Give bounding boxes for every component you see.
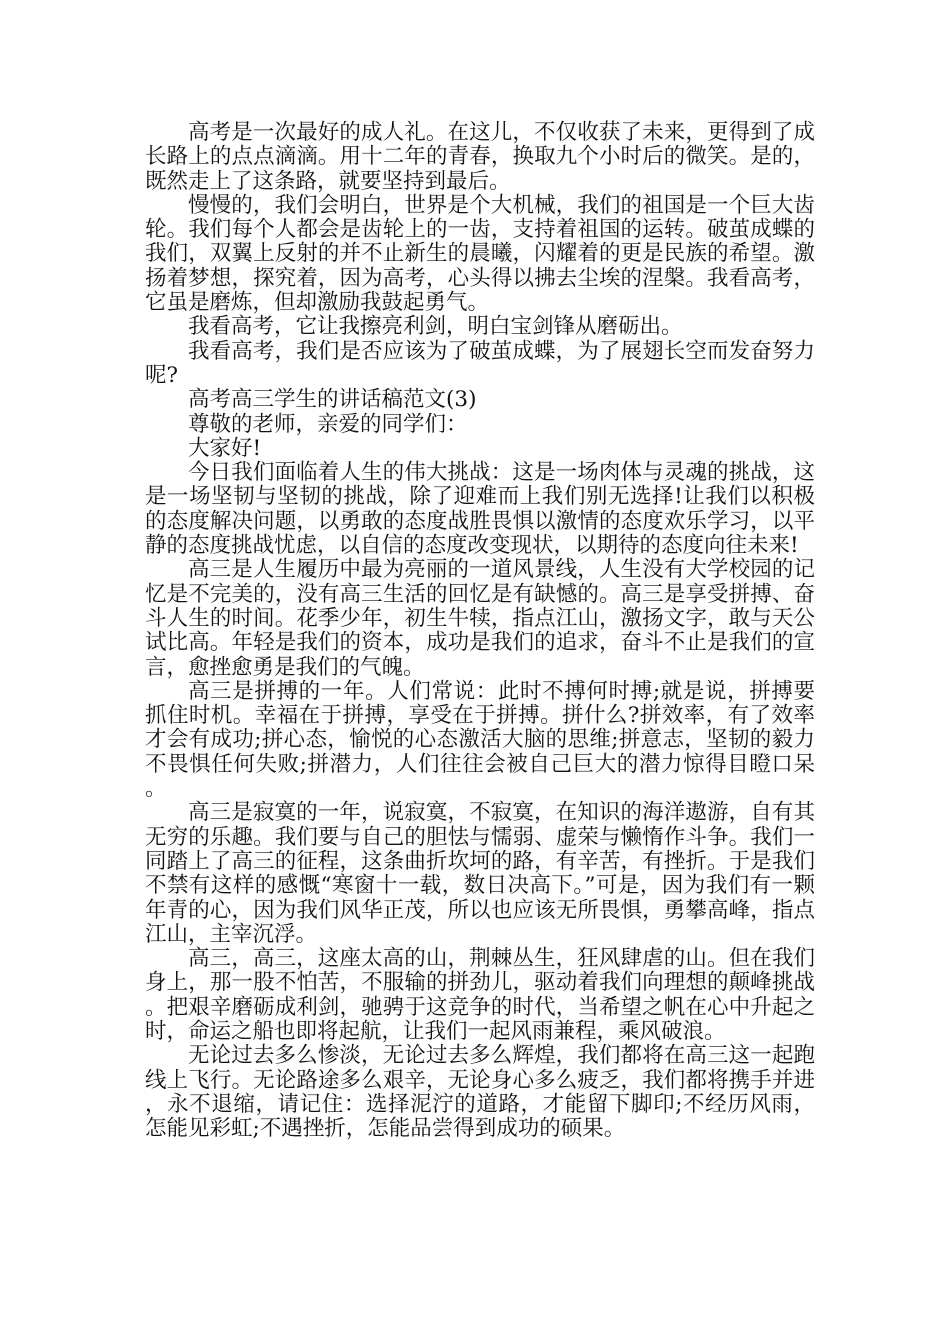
paragraph-8: 今日我们面临着人生的伟大挑战：这是一场肉体与灵魂的挑战，这是一场坚韧与坚韧的挑战，除了迎难而上我们别无选择!让我们以积极的态度解决问题，以勇敢的态度战胜畏惧以激情的态度欢乐学习，以平静的态度挑战忧虑，以自信的态度改变现状，以期待的态度向往未来!	[145, 460, 815, 559]
paragraph-10: 高三是拼搏的一年。人们常说：此时不搏何时搏;就是说，拼搏要抓住时机。幸福在于拼搏，享受在于拼搏。拼什么?拼效率，有了效率才会有成功;拼心态，愉悦的心态激活大脑的思维;拼意志，坚韧的毅力不畏惧任何失败;拼潜力，人们往往会被自己巨大的潜力惊得目瞪口呆。	[145, 678, 815, 802]
paragraph-11: 高三是寂寞的一年，说寂寞，不寂寞，在知识的海洋遨游，自有其无穷的乐趣。我们要与自己的胆怯与懦弱、虚荣与懒惰作斗争。我们一同踏上了高三的征程，这条曲折坎坷的路，有辛苦，有挫折。于是我们不禁有这样的感慨“寒窗十一载，数日决高下。”可是，因为我们有一颗年青的心，因为我们风华正茂，所以也应该无所畏惧，勇攀高峰，指点江山，主宰沉浮。	[145, 800, 815, 947]
paragraph-2: 慢慢的，我们会明白，世界是个大机械，我们的祖国是一个巨大齿轮。我们每个人都会是齿轮上的一齿，支持着祖国的运转。破茧成蝶的我们，双翼上反射的并不止新生的晨曦，闪耀着的更是民族的希望。激扬着梦想，探究着，因为高考，心头得以拂去尘埃的涅槃。我看高考，它虽是磨炼，但却激励我鼓起勇气。	[145, 192, 815, 316]
section-heading: 高考高三学生的讲话稿范文(3)	[188, 387, 477, 413]
paragraph-3: 我看高考，它让我擦亮利剑，明白宝剑锋从磨砺出。	[188, 314, 683, 340]
salutation: 尊敬的老师，亲爱的同学们：	[188, 411, 468, 437]
greeting: 大家好!	[188, 435, 262, 461]
document-body	[145, 121, 815, 1141]
paragraph-4: 我看高考，我们是否应该为了破茧成蝶，为了展翅长空而发奋努力呢?	[145, 338, 815, 388]
paragraph-12: 高三，高三，这座太高的山，荆棘丛生，狂风肆虐的山。但在我们身上，那一股不怕苦，不服输的拼劲儿，驱动着我们向理想的颠峰挑战。把艰辛磨砺成利剑，驰骋于这竞争的时代，当希望之帆在心中升起之时，命运之船也即将起航，让我们一起风雨兼程，乘风破浪。	[145, 946, 815, 1044]
paragraph-1: 高考是一次最好的成人礼。在这儿，不仅收获了未来，更得到了成长路上的点点滴滴。用十二年的青春，换取九个小时后的微笑。是的，既然走上了这条路，就要坚持到最后。	[145, 120, 815, 194]
paragraph-13: 无论过去多么惨淡，无论过去多么辉煌，我们都将在高三这一起跑线上飞行。无论路途多么艰辛，无论身心多么疲乏，我们都将携手并进，永不退缩，请记住：选择泥泞的道路，才能留下脚印;不经历风雨，怎能见彩虹;不遇挫折，怎能品尝得到成功的硕果。	[145, 1043, 815, 1142]
paragraph-9: 高三是人生履历中最为亮丽的一道风景线，人生没有大学校园的记忆是不完美的，没有高三生活的回忆是有缺憾的。高三是享受拼搏、奋斗人生的时间。花季少年，初生牛犊，指点江山，激扬文字，敢与天公试比高。年轻是我们的资本，成功是我们的追求，奋斗不止是我们的宣言，愈挫愈勇是我们的气魄。	[145, 557, 815, 680]
